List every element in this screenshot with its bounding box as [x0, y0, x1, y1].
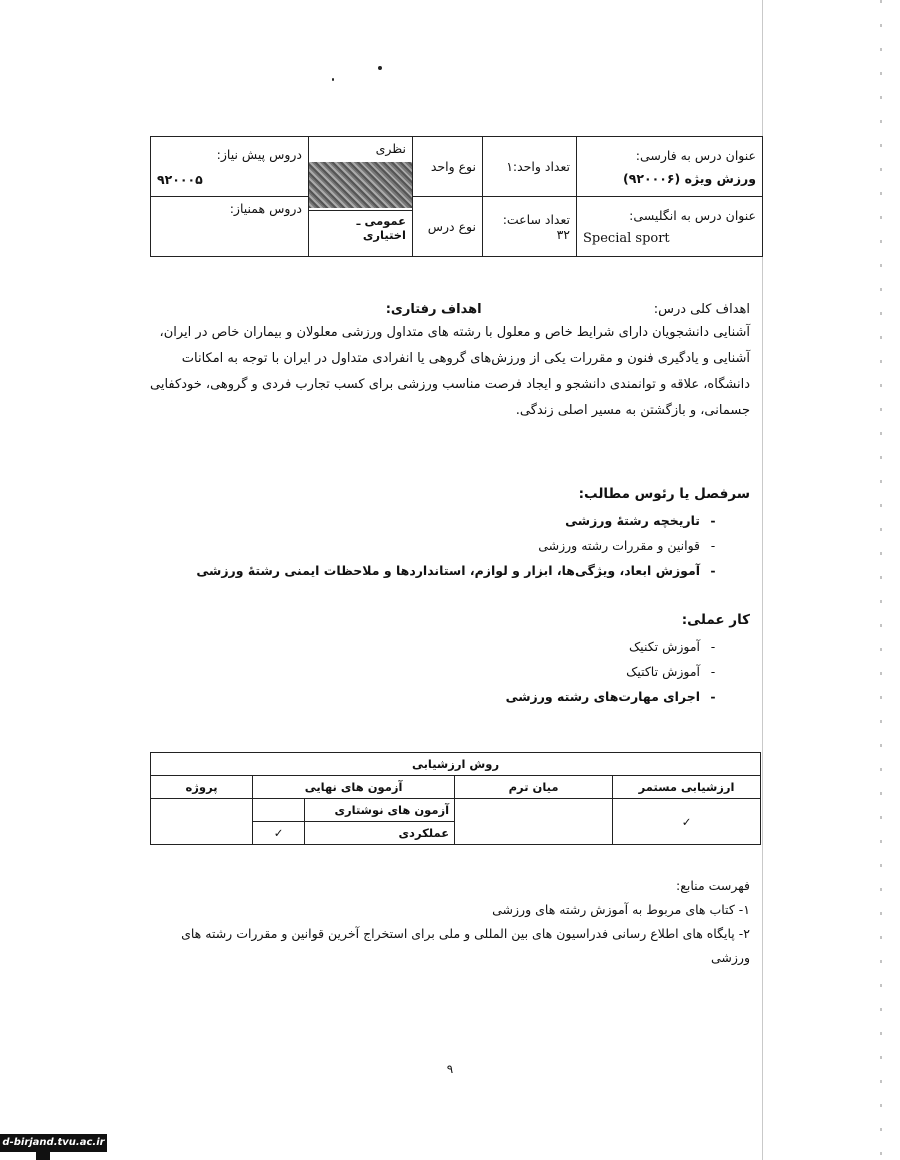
hours-cell: تعداد ساعت: ۳۲	[483, 197, 577, 257]
scan-edge-dots	[880, 0, 882, 1160]
col-final: آزمون های نهایی	[253, 776, 455, 799]
evaluation-title: روش ارزشیابی	[151, 753, 761, 776]
scan-speck	[378, 66, 382, 70]
reference-item: ۱- کتاب های مربوط به آموزش رشته های ورزشی	[492, 902, 750, 917]
course-type-value: عمومی ـ اختیاری	[309, 210, 412, 245]
course-title-fa-label: عنوان درس به فارسی:	[635, 147, 756, 163]
unit-type-value: نظری	[375, 141, 406, 156]
prerequisite-value: ۹۲۰۰۰۵	[157, 171, 203, 187]
topic-item: - تاریخچه رشتهٔ ورزشی	[150, 508, 726, 533]
unit-type-label: نوع واحد	[413, 137, 483, 197]
course-type-label: نوع درس	[413, 197, 483, 257]
continuous-check: ✓	[613, 799, 761, 845]
topic-item: - آموزش ابعاد، ویژگی‌ها، ابزار و لوازم، استانداردها و ملاحظات ایمنی رشتهٔ ورزشی	[150, 558, 726, 583]
scan-corner-mark	[36, 1152, 50, 1160]
course-title-en-label: عنوان درس به انگلیسی:	[629, 207, 756, 223]
behavioral-goals-label: اهداف رفتاری:	[385, 302, 482, 317]
course-info-table	[150, 136, 763, 257]
goals-line: آشنایی دانشجویان دارای شرایط خاص و معلول با رشته های متداول ورزشی معلولان و بیماران خاص در ایران،	[159, 325, 750, 340]
goals-line: آشنایی و یادگیری فنون و مقررات یکی از ورزش‌های گروهی یا انفرادی متداول در ایران با توجه به امکانات	[181, 351, 750, 366]
topic-item: - قوانین و مقررات رشته ورزشی	[150, 533, 726, 558]
practical-list	[150, 634, 726, 709]
scan-speck	[332, 78, 334, 81]
page-number: ۹	[446, 1062, 454, 1076]
practical-item: - آموزش تاکتیک	[150, 659, 726, 684]
goals-heading-row	[150, 302, 750, 322]
general-goals-label: اهداف کلی درس:	[653, 302, 750, 317]
goals-line: جسمانی، و بازگشتن به مسیر اصلی زندگی.	[515, 403, 750, 418]
prerequisite-cell	[151, 137, 309, 197]
course-title-fa-cell	[577, 137, 763, 197]
goals-line: دانشگاه، علاقه و توانمندی دانشجو و ایجاد فرصت مناسب ورزشی برای کسب تجارب فردی و گروهی، خودکفایی	[150, 377, 750, 392]
scan-blot	[309, 162, 412, 208]
watermark-label: d-birjand.tvu.ac.ir	[0, 1134, 107, 1152]
practical-item: - آموزش تکنیک	[150, 634, 726, 659]
references-heading: فهرست منابع:	[676, 878, 750, 893]
reference-item: ۲- پایگاه های اطلاع رسانی فدراسیون های بین المللی و ملی برای استخراج آخرین قوانین و مقررات رشته های ورزشی	[181, 926, 750, 965]
practical-item: - اجرای مهارت‌های رشته ورزشی	[150, 684, 726, 709]
practical-heading: کار عملی:	[681, 612, 750, 628]
row-written: آزمون های نوشتاری	[305, 799, 455, 822]
course-title-en-cell	[577, 197, 763, 257]
topics-heading: سرفصل یا رئوس مطالب:	[578, 486, 750, 502]
col-midterm: میان ترم	[455, 776, 613, 799]
course-type-cell	[309, 137, 413, 257]
course-title-en-value: Special sport	[583, 230, 670, 246]
row-performance: عملکردی	[305, 822, 455, 845]
col-project: پروژه	[151, 776, 253, 799]
units-cell: تعداد واحد:۱	[483, 137, 577, 197]
references-list	[150, 898, 750, 970]
goals-text	[150, 320, 750, 424]
project-cell	[151, 799, 253, 845]
prerequisite-label: دروس پیش نیاز:	[216, 146, 302, 162]
topics-list	[150, 508, 726, 583]
col-continuous: ارزشیابی مستمر	[613, 776, 761, 799]
written-check-cell	[253, 799, 305, 822]
performance-check: ✓	[253, 822, 305, 845]
corequisite-cell	[151, 197, 309, 257]
evaluation-table	[150, 752, 761, 845]
midterm-cell	[455, 799, 613, 845]
course-title-fa-value: ورزش ویژه (۹۲۰۰۰۶)	[623, 170, 756, 186]
corequisite-label: دروس همنیاز:	[229, 201, 302, 216]
